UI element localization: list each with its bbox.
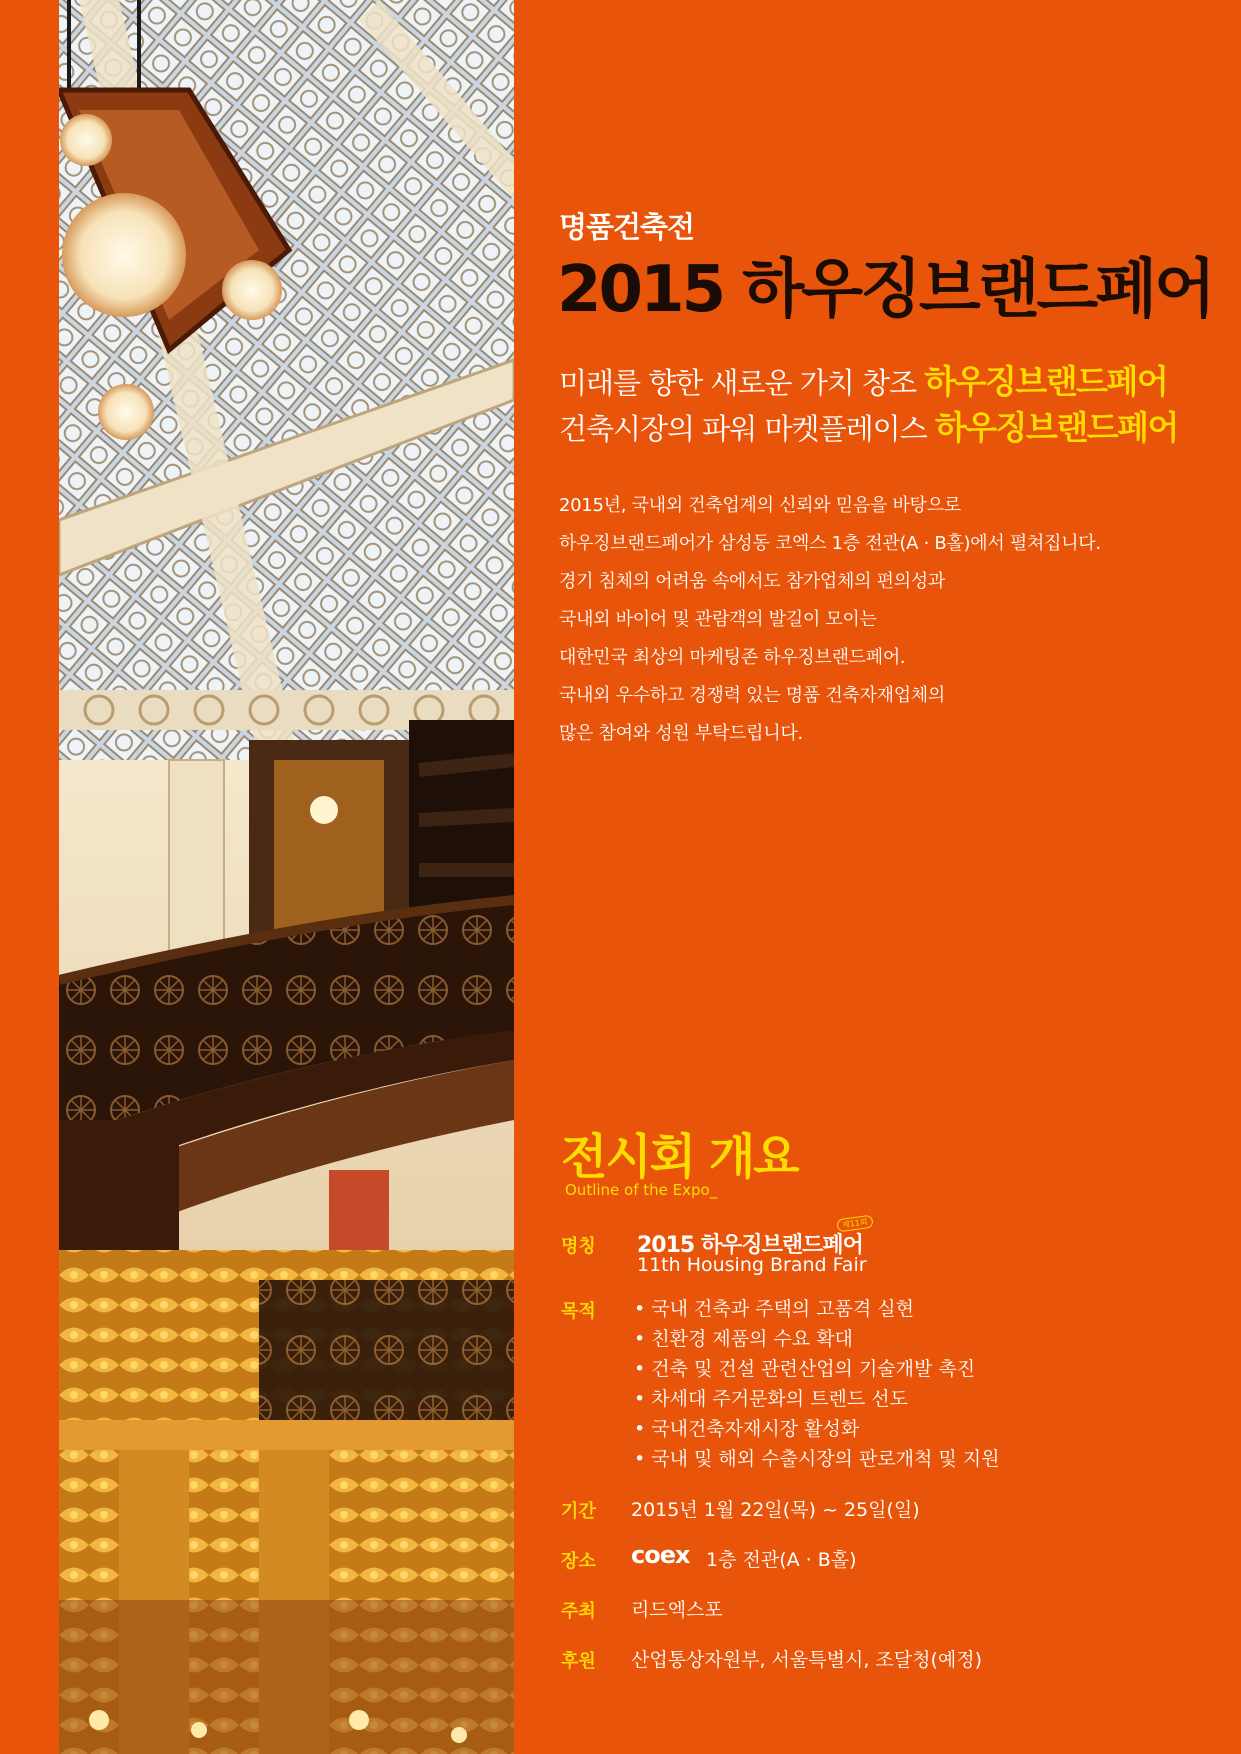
purpose-item: • 차세대 주거문화의 트렌드 선도 [634,1388,908,1410]
name-label: 명칭 [561,1236,596,1257]
architecture-photo [59,0,514,1754]
intro-line: 2015년, 국내외 건축업계의 신뢰와 믿음을 바탕으로 [559,495,961,516]
purpose-label: 목적 [561,1301,596,1322]
tagline-2 [559,402,1178,449]
intro-line: 하우징브랜드페어가 삼성동 코엑스 1층 전관(A · B홀)에서 펼쳐집니다. [559,533,1101,554]
fair-title: 2015 하우징브랜드페어 [557,253,1213,327]
purpose-item: • 국내 건축과 주택의 고품격 실현 [634,1298,915,1320]
intro-line: 국내외 바이어 및 관람객의 발길이 모이는 [559,609,877,630]
venue-value: 1층 전관(A · B홀) [706,1549,857,1571]
tagline-2-text: 건축시장의 파워 마켓플레이스 [559,412,935,446]
tagline-1-highlight: 하우징브랜드페어 [924,362,1168,401]
fair-subtitle: 명품건축전 [559,210,695,244]
tagline-1-text: 미래를 향한 새로운 가치 창조 [559,366,925,400]
sponsor-value: 산업통상자원부, 서울특별시, 조달청(예정) [631,1649,983,1671]
intro-line: 대한민국 최상의 마케팅존 하우징브랜드페어. [559,647,906,668]
sponsor-label: 후원 [561,1651,596,1672]
name-ko: 2015 하우징브랜드페어 [637,1233,863,1258]
outline-title: 전시회 개요 [561,1129,798,1185]
edition-badge: 제11회 [836,1215,873,1233]
host-label: 주최 [561,1601,596,1622]
coex-logo: coex [631,1541,690,1569]
purpose-list [634,1296,1000,1476]
intro-line: 경기 침체의 어려움 속에서도 참가업체의 편의성과 [559,571,945,592]
purpose-item: • 국내건축자재시장 활성화 [634,1418,860,1440]
host-value: 리드엑스포 [631,1599,723,1621]
purpose-item: • 건축 및 건설 관련산업의 기술개발 촉진 [634,1358,976,1380]
outline-subtitle: Outline of the Expo_ [565,1181,718,1199]
intro-paragraph [559,493,1101,759]
venue-label: 장소 [561,1551,596,1572]
purpose-item: • 국내 및 해외 수출시장의 판로개척 및 지원 [634,1448,1000,1470]
name-en: 11th Housing Brand Fair [637,1254,867,1276]
intro-line: 많은 참여와 성원 부탁드립니다. [559,723,803,744]
tagline-1 [559,356,1167,403]
period-value: 2015년 1월 22일(목) ~ 25일(일) [631,1499,920,1521]
tagline-2-highlight: 하우징브랜드페어 [934,408,1178,447]
period-label: 기간 [561,1501,596,1522]
purpose-item: • 친환경 제품의 수요 확대 [634,1328,853,1350]
intro-line: 국내외 우수하고 경쟁력 있는 명품 건축자재업체의 [559,685,945,706]
